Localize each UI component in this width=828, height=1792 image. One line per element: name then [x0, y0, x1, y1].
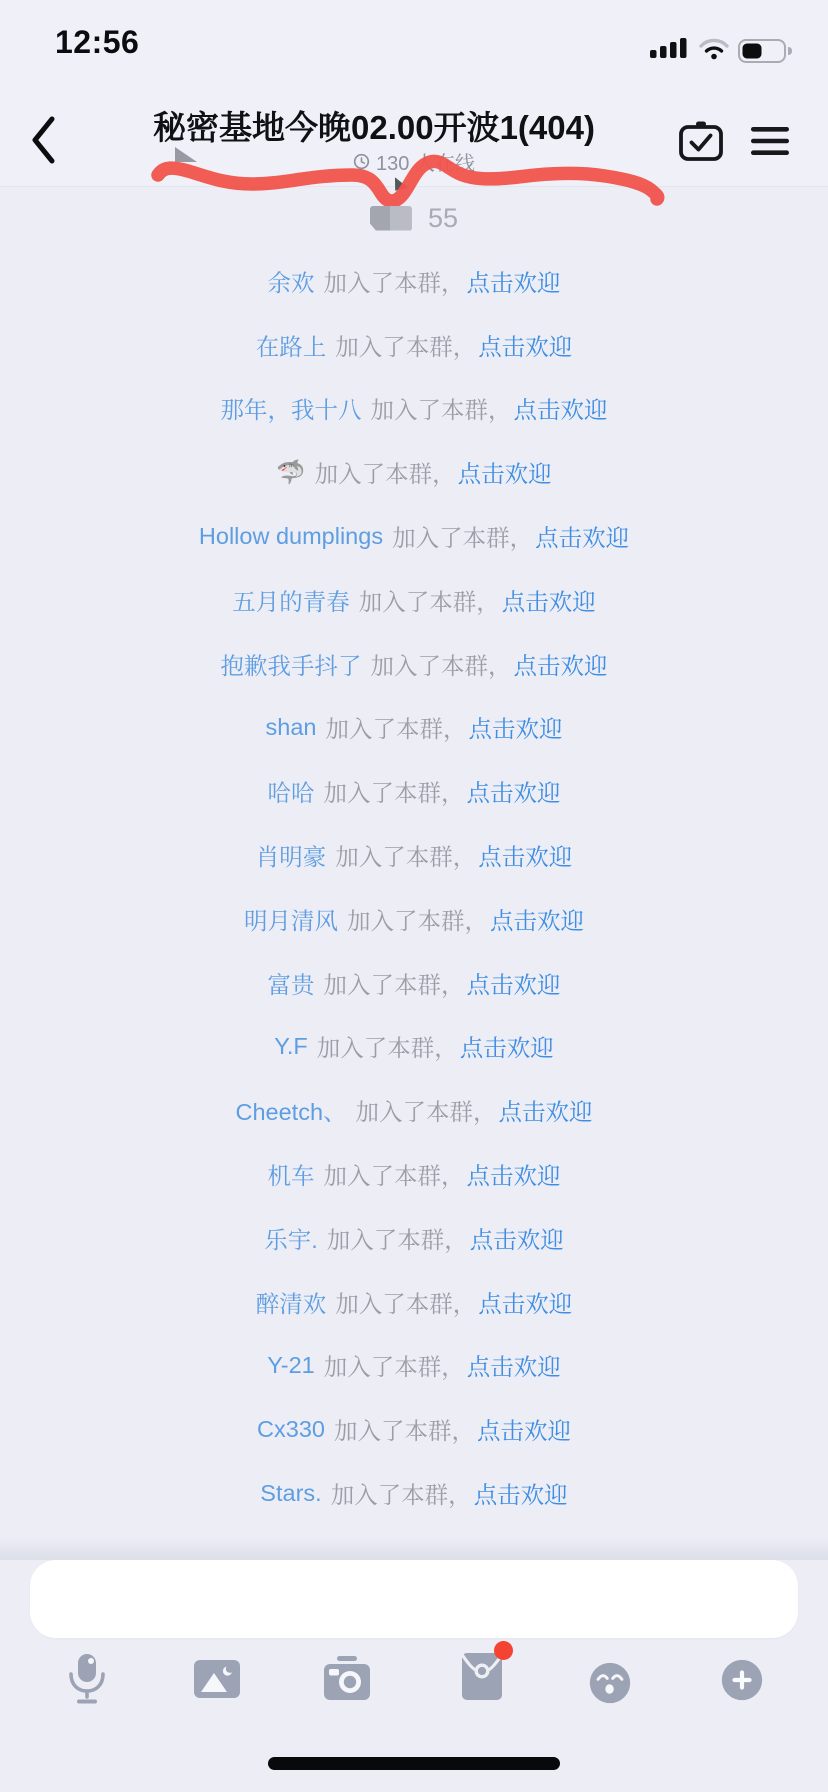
- more-actions-button[interactable]: [720, 1658, 764, 1702]
- click-welcome-link[interactable]: 点击欢迎: [466, 780, 561, 807]
- joined-text: 加入了本群，: [323, 1354, 465, 1381]
- joined-text: 加入了本群，: [335, 844, 477, 871]
- click-welcome-link[interactable]: 点击欢迎: [535, 525, 630, 552]
- click-welcome-link[interactable]: 点击欢迎: [457, 461, 552, 488]
- member-name-link[interactable]: 五月的青春: [232, 588, 350, 615]
- click-welcome-link[interactable]: 点击欢迎: [513, 397, 608, 424]
- join-notice-row: [0, 1142, 828, 1206]
- member-name-link[interactable]: 肖明豪: [255, 844, 327, 871]
- member-name-link[interactable]: 抱歉我手抖了: [220, 652, 362, 679]
- joined-text: 加入了本群，: [355, 1099, 497, 1126]
- click-welcome-link[interactable]: 点击欢迎: [478, 844, 573, 871]
- battery-icon: [738, 39, 794, 63]
- member-name-link[interactable]: 哈哈: [267, 780, 315, 807]
- plus-icon: [720, 1658, 764, 1702]
- system-note-row: [0, 187, 828, 249]
- join-notice-row: [0, 313, 828, 377]
- click-welcome-link[interactable]: 点击欢迎: [466, 971, 561, 998]
- hamburger-menu-icon: [750, 126, 790, 156]
- click-welcome-link[interactable]: 点击欢迎: [468, 716, 563, 743]
- join-notice-row: [0, 1334, 828, 1398]
- member-name-link[interactable]: Y.F: [274, 1032, 308, 1059]
- photo-icon: [194, 1660, 240, 1698]
- click-welcome-link[interactable]: 点击欢迎: [478, 1290, 573, 1317]
- home-indicator[interactable]: [268, 1757, 560, 1770]
- click-welcome-link[interactable]: 点击欢迎: [469, 1226, 564, 1253]
- joined-text: 加入了本群，: [370, 397, 512, 424]
- voice-message-button[interactable]: [64, 1652, 110, 1704]
- wifi-icon: [698, 37, 730, 60]
- group-menu-button[interactable]: [750, 126, 790, 156]
- clock-circle-icon: [353, 153, 370, 170]
- member-name-link[interactable]: 那年，我十八: [220, 397, 362, 424]
- click-welcome-link[interactable]: 点击欢迎: [466, 1163, 561, 1190]
- system-note-text: 55: [427, 202, 459, 233]
- join-notice-row: [0, 1461, 828, 1525]
- group-title: 秘密基地今晚02.00开波1(404): [153, 109, 595, 146]
- group-todo-button[interactable]: [678, 120, 724, 162]
- member-name-link[interactable]: 机车: [267, 1163, 315, 1190]
- member-name-link[interactable]: 明月清风: [244, 907, 338, 934]
- click-welcome-link[interactable]: 点击欢迎: [473, 1482, 568, 1509]
- red-packet-icon: [460, 1652, 504, 1701]
- red-packet-button[interactable]: [460, 1652, 504, 1701]
- member-name-link[interactable]: 富贵: [267, 971, 315, 998]
- join-notice-row: [0, 632, 828, 696]
- click-welcome-link[interactable]: 点击欢迎: [459, 1035, 554, 1062]
- joined-text: 加入了本群，: [325, 716, 467, 743]
- click-welcome-link[interactable]: 点击欢迎: [466, 269, 561, 296]
- join-message-list: [0, 249, 828, 1525]
- join-notice-row: [0, 951, 828, 1015]
- join-notice-row: [0, 504, 828, 568]
- join-notice-row: [0, 1397, 828, 1461]
- member-name-link[interactable]: Hollow dumplings: [198, 522, 384, 549]
- click-welcome-link[interactable]: 点击欢迎: [490, 907, 584, 934]
- join-notice-row: [0, 568, 828, 632]
- member-name-link[interactable]: Y-21: [267, 1351, 315, 1378]
- click-welcome-link[interactable]: 点击欢迎: [466, 1354, 561, 1381]
- click-welcome-link[interactable]: 点击欢迎: [501, 588, 596, 615]
- online-count-label: 130 人在线: [376, 153, 475, 175]
- join-notice-row: [0, 249, 828, 313]
- joined-text: 加入了本群，: [323, 1163, 465, 1190]
- emoji-face-icon: [588, 1661, 632, 1705]
- joined-text: 加入了本群，: [316, 1035, 458, 1062]
- join-notice-row: [0, 887, 828, 951]
- join-notice-row: [0, 1270, 828, 1334]
- task-checkbox-icon: [678, 120, 724, 162]
- joined-text: 加入了本群，: [333, 1418, 475, 1445]
- joined-text: 加入了本群，: [358, 588, 500, 615]
- click-welcome-link[interactable]: 点击欢迎: [498, 1099, 593, 1126]
- member-name-link[interactable]: 醉清欢: [255, 1290, 327, 1317]
- member-name-link[interactable]: Stars.: [260, 1479, 322, 1506]
- click-welcome-link[interactable]: 点击欢迎: [513, 652, 608, 679]
- click-welcome-link[interactable]: 点击欢迎: [478, 333, 573, 360]
- joined-text: 加入了本群，: [323, 971, 465, 998]
- camera-button[interactable]: [323, 1656, 371, 1701]
- cellular-signal-icon: [650, 36, 690, 58]
- joined-text: 加入了本群，: [323, 269, 465, 296]
- joined-text: 加入了本群，: [330, 1482, 472, 1509]
- join-notice-row: [0, 440, 828, 504]
- joined-text: 加入了本群，: [323, 780, 465, 807]
- message-input[interactable]: [30, 1560, 798, 1638]
- member-name-link[interactable]: Cx330: [257, 1415, 325, 1442]
- status-time: 12:56: [55, 24, 140, 60]
- join-notice-row: [0, 823, 828, 887]
- join-notice-row: [0, 377, 828, 441]
- join-notice-row: [0, 1078, 828, 1142]
- member-name-link[interactable]: shan: [265, 713, 317, 740]
- join-notice-row: [0, 696, 828, 760]
- join-notice-row: [0, 1015, 828, 1079]
- click-welcome-link[interactable]: 点击欢迎: [476, 1418, 571, 1445]
- member-name-link[interactable]: 乐宇.: [264, 1226, 318, 1253]
- joined-text: 加入了本群，: [314, 461, 456, 488]
- member-name-link[interactable]: 余欢: [267, 269, 315, 296]
- emoji-button[interactable]: [588, 1661, 632, 1705]
- joined-text: 加入了本群，: [335, 333, 477, 360]
- join-notice-row: [0, 1206, 828, 1270]
- composer-top-shadow: [0, 1536, 828, 1560]
- camera-icon: [323, 1656, 371, 1701]
- member-name-link[interactable]: 在路上: [255, 333, 327, 360]
- join-notice-row: [0, 759, 828, 823]
- grey-thumbnail-icon: [370, 206, 412, 231]
- joined-text: 加入了本群，: [326, 1226, 468, 1253]
- joined-text: 加入了本群，: [335, 1290, 477, 1317]
- photo-album-button[interactable]: [194, 1660, 240, 1698]
- joined-text: 加入了本群，: [392, 525, 534, 552]
- joined-text: 加入了本群，: [347, 907, 488, 934]
- member-name-link[interactable]: 🦈: [276, 459, 306, 486]
- microphone-icon: [64, 1652, 110, 1704]
- chat-message-area: [0, 187, 828, 1525]
- member-name-link[interactable]: Cheetch、: [235, 1099, 347, 1126]
- joined-text: 加入了本群，: [370, 652, 512, 679]
- red-packet-badge: [494, 1641, 513, 1660]
